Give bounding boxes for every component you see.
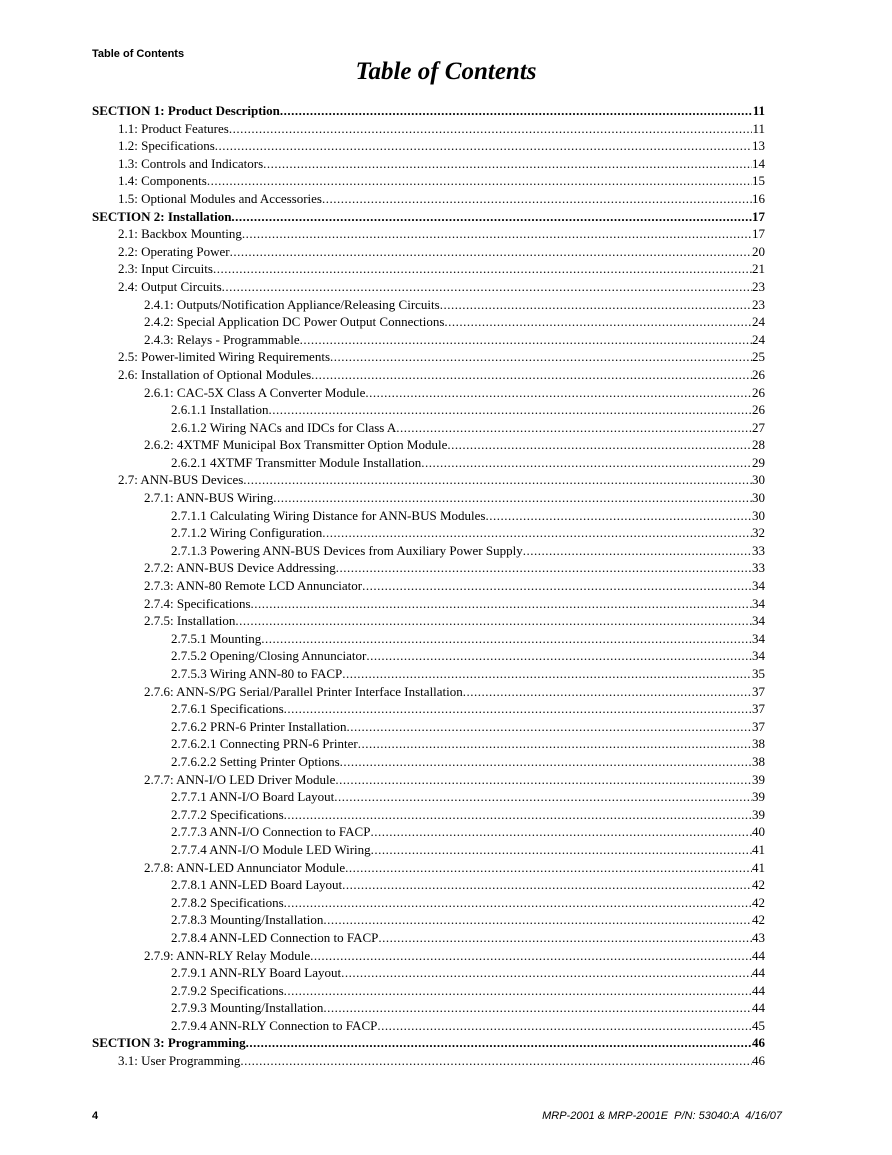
toc-entry-title: 2.5: Power-limited Wiring Requirements bbox=[118, 349, 330, 365]
toc-entry-page: 42 bbox=[752, 912, 765, 928]
toc-entry-title: 1.4: Components bbox=[118, 173, 207, 189]
dot-leader bbox=[370, 823, 752, 841]
toc-entry-page: 45 bbox=[752, 1017, 765, 1033]
toc-entry[interactable] bbox=[92, 348, 765, 366]
dot-leader bbox=[340, 753, 752, 771]
dot-leader bbox=[222, 278, 752, 296]
toc-entry-title: 2.6.2: 4XTMF Municipal Box Transmitter Option Module bbox=[144, 437, 448, 453]
toc-entry-page: 39 bbox=[752, 806, 765, 822]
toc-entry[interactable] bbox=[92, 876, 765, 894]
toc-entry-page: 16 bbox=[752, 190, 765, 206]
dot-leader bbox=[421, 454, 752, 472]
toc-entry-page: 35 bbox=[752, 666, 765, 681]
toc-entry[interactable] bbox=[92, 296, 765, 314]
toc-entry[interactable] bbox=[92, 172, 765, 190]
toc-entry-title: 2.7.6.2 PRN-6 Printer Installation bbox=[171, 718, 347, 734]
toc-entry-page: 44 bbox=[752, 947, 765, 963]
toc-entry[interactable] bbox=[92, 366, 765, 384]
toc-entry[interactable] bbox=[92, 454, 765, 472]
toc-entry-title: 2.7.5.2 Opening/Closing Annunciator bbox=[171, 648, 367, 664]
toc-entry[interactable] bbox=[92, 1052, 765, 1070]
toc-entry-page: 33 bbox=[752, 542, 765, 558]
toc-entry-title: 1.5: Optional Modules and Accessories bbox=[118, 190, 322, 206]
toc-entry[interactable] bbox=[92, 630, 765, 648]
toc-entry-page: 11 bbox=[752, 103, 765, 118]
toc-entry-title: 2.7.7.3 ANN-I/O Connection to FACP bbox=[171, 824, 371, 840]
running-header: Table of Contents bbox=[92, 48, 185, 60]
toc-entry-title: 2.7.7.1 ANN-I/O Board Layout bbox=[171, 789, 335, 805]
dot-leader bbox=[246, 1034, 752, 1052]
dot-leader bbox=[242, 225, 752, 243]
toc-entry[interactable] bbox=[92, 947, 765, 965]
toc-entry[interactable] bbox=[92, 700, 765, 718]
toc-entry-page: 21 bbox=[752, 261, 765, 277]
toc-entry[interactable] bbox=[92, 331, 765, 349]
toc-entry[interactable] bbox=[92, 788, 765, 806]
toc-entry-page: 44 bbox=[752, 965, 765, 981]
toc-entry[interactable] bbox=[92, 595, 765, 613]
footer-page-number: 4 bbox=[92, 1110, 99, 1122]
dot-leader bbox=[366, 647, 752, 665]
toc-entry[interactable] bbox=[92, 771, 765, 789]
dot-leader bbox=[310, 947, 752, 965]
dot-leader bbox=[336, 559, 752, 577]
toc-entry[interactable] bbox=[92, 841, 765, 859]
toc-entry-page: 29 bbox=[752, 454, 765, 470]
toc-entry-title: 2.7.1: ANN-BUS Wiring bbox=[144, 490, 274, 506]
dot-leader bbox=[440, 296, 752, 314]
toc-entry-page: 25 bbox=[752, 349, 765, 365]
toc-entry-page: 26 bbox=[752, 384, 765, 400]
toc-entry-page: 34 bbox=[752, 630, 765, 646]
dot-leader bbox=[273, 489, 752, 507]
toc-entry-page: 27 bbox=[752, 419, 765, 435]
toc-entry[interactable] bbox=[92, 911, 765, 929]
dot-leader bbox=[231, 208, 752, 226]
dot-leader bbox=[334, 788, 752, 806]
toc-entry-title: 1.2: Specifications bbox=[118, 138, 215, 154]
dot-leader bbox=[213, 260, 752, 278]
toc-entry[interactable] bbox=[92, 1017, 765, 1035]
dot-leader bbox=[269, 401, 753, 419]
toc-entry[interactable] bbox=[92, 190, 765, 208]
toc-entry-page: 24 bbox=[752, 314, 765, 330]
toc-entry-page: 14 bbox=[752, 155, 765, 171]
toc-entry-title: 2.4.2: Special Application DC Power Output Connections bbox=[144, 314, 445, 330]
dot-leader bbox=[485, 507, 752, 525]
toc-entry-title: 2.6.2.1 4XTMF Transmitter Module Installation bbox=[171, 454, 422, 470]
page-title: Table of Contents bbox=[355, 58, 537, 85]
toc-entry[interactable] bbox=[92, 718, 765, 736]
dot-leader bbox=[345, 859, 752, 877]
toc-entry-page: 39 bbox=[752, 789, 765, 805]
toc-entry-title: 2.7.6.2.2 Setting Printer Options bbox=[171, 753, 340, 769]
toc-entry-title: 2.7.5.1 Mounting bbox=[171, 630, 262, 646]
dot-leader bbox=[342, 665, 752, 683]
toc-entry-title: 2.7.6: ANN-S/PG Serial/Parallel Printer Interface Installation bbox=[144, 683, 463, 699]
dot-leader bbox=[215, 137, 752, 155]
dot-leader bbox=[230, 243, 752, 261]
toc-entry[interactable] bbox=[92, 419, 765, 437]
toc-entry[interactable] bbox=[92, 542, 765, 560]
toc-entry-title: 2.7.7.2 Specifications bbox=[171, 806, 284, 822]
table-of-contents bbox=[92, 102, 765, 1070]
toc-entry-page: 17 bbox=[752, 226, 765, 242]
toc-entry[interactable] bbox=[92, 102, 765, 120]
toc-entry[interactable] bbox=[92, 1034, 765, 1052]
toc-entry[interactable] bbox=[92, 260, 765, 278]
toc-entry[interactable] bbox=[92, 155, 765, 173]
toc-entry-title: 2.6.1.2 Wiring NACs and IDCs for Class A bbox=[171, 419, 397, 435]
toc-entry[interactable] bbox=[92, 999, 765, 1017]
toc-entry[interactable] bbox=[92, 612, 765, 630]
dot-leader bbox=[235, 612, 752, 630]
toc-entry-page: 23 bbox=[752, 296, 765, 312]
dot-leader bbox=[341, 964, 752, 982]
toc-entry-page: 38 bbox=[752, 736, 765, 752]
toc-entry-page: 26 bbox=[752, 366, 765, 382]
toc-entry-page: 46 bbox=[752, 1053, 765, 1069]
toc-entry-page: 41 bbox=[752, 859, 765, 875]
toc-entry-title: 2.7.9.4 ANN-RLY Connection to FACP bbox=[171, 1017, 378, 1033]
dot-leader bbox=[300, 331, 752, 349]
toc-entry-title: 2.4.1: Outputs/Notification Appliance/Releasing Circuits bbox=[144, 296, 440, 312]
dot-leader bbox=[362, 577, 752, 595]
toc-entry-title: 2.7.8: ANN-LED Annunciator Module bbox=[144, 859, 346, 875]
toc-entry[interactable] bbox=[92, 806, 765, 824]
toc-entry[interactable] bbox=[92, 859, 765, 877]
toc-entry[interactable] bbox=[92, 735, 765, 753]
toc-entry[interactable] bbox=[92, 137, 765, 155]
toc-entry-title: SECTION 1: Product Description bbox=[92, 103, 280, 118]
toc-entry[interactable] bbox=[92, 982, 765, 1000]
toc-entry-title: 2.7.1.2 Wiring Configuration bbox=[171, 525, 323, 541]
dot-leader bbox=[523, 542, 752, 560]
toc-entry-page: 38 bbox=[752, 753, 765, 769]
toc-entry-page: 37 bbox=[752, 701, 765, 717]
dot-leader bbox=[396, 419, 752, 437]
toc-entry-page: 46 bbox=[752, 1035, 765, 1051]
toc-entry-title: 2.6.1: CAC-5X Class A Converter Module bbox=[144, 384, 366, 400]
toc-entry[interactable] bbox=[92, 225, 765, 243]
toc-entry[interactable] bbox=[92, 524, 765, 542]
toc-entry-page: 28 bbox=[752, 437, 765, 453]
toc-entry-page: 40 bbox=[752, 824, 765, 840]
toc-entry-page: 24 bbox=[752, 331, 765, 347]
toc-entry[interactable] bbox=[92, 436, 765, 454]
toc-entry[interactable] bbox=[92, 120, 765, 138]
toc-entry-page: 37 bbox=[752, 718, 765, 734]
toc-entry-page: 44 bbox=[752, 982, 765, 998]
toc-entry[interactable] bbox=[92, 665, 765, 683]
toc-entry-page: 42 bbox=[752, 877, 765, 893]
toc-entry-page: 34 bbox=[752, 578, 765, 594]
dot-leader bbox=[284, 700, 752, 718]
toc-entry-title: 2.7.2: ANN-BUS Device Addressing bbox=[144, 560, 336, 576]
toc-entry[interactable] bbox=[92, 243, 765, 261]
toc-entry[interactable] bbox=[92, 823, 765, 841]
toc-entry-page: 42 bbox=[752, 894, 765, 910]
dot-leader bbox=[243, 471, 752, 489]
toc-entry[interactable] bbox=[92, 753, 765, 771]
toc-entry-page: 20 bbox=[752, 243, 765, 259]
toc-entry-title: SECTION 2: Installation bbox=[92, 208, 232, 224]
toc-entry-page: 39 bbox=[752, 771, 765, 787]
dot-leader bbox=[377, 1017, 752, 1035]
dot-leader bbox=[444, 313, 752, 331]
toc-entry-title: 1.1: Product Features bbox=[118, 120, 229, 136]
toc-entry-page: 13 bbox=[752, 138, 765, 154]
toc-entry-title: 2.3: Input Circuits bbox=[118, 261, 213, 277]
toc-entry[interactable] bbox=[92, 489, 765, 507]
dot-leader bbox=[342, 876, 752, 894]
toc-entry-page: 23 bbox=[752, 278, 765, 294]
toc-entry-title: 2.7.9.2 Specifications bbox=[171, 982, 284, 998]
toc-entry-page: 44 bbox=[752, 1000, 765, 1016]
dot-leader bbox=[280, 102, 753, 120]
toc-entry-title: 2.7.8.2 Specifications bbox=[171, 894, 284, 910]
dot-leader bbox=[347, 718, 753, 736]
toc-entry-title: 2.7.7.4 ANN-I/O Module LED Wiring bbox=[171, 841, 371, 857]
toc-entry-title: 2.7.9.3 Mounting/Installation bbox=[171, 1000, 324, 1016]
toc-entry-page: 34 bbox=[752, 613, 765, 629]
toc-entry-page: 43 bbox=[752, 929, 765, 945]
dot-leader bbox=[240, 1052, 752, 1070]
toc-entry[interactable] bbox=[92, 384, 765, 402]
toc-entry[interactable] bbox=[92, 313, 765, 331]
toc-entry-title: 2.7.7: ANN-I/O LED Driver Module bbox=[144, 771, 336, 787]
dot-leader bbox=[378, 929, 752, 947]
dot-leader bbox=[323, 911, 752, 929]
toc-entry-page: 33 bbox=[752, 560, 765, 576]
toc-entry-title: 1.3: Controls and Indicators bbox=[118, 155, 264, 171]
toc-entry-title: 2.7.9: ANN-RLY Relay Module bbox=[144, 947, 311, 963]
toc-entry-page: 11 bbox=[752, 120, 765, 136]
dot-leader bbox=[371, 841, 752, 859]
toc-entry[interactable] bbox=[92, 964, 765, 982]
toc-entry-title: 2.7.5: Installation bbox=[144, 613, 236, 629]
dot-leader bbox=[463, 683, 752, 701]
toc-entry-title: 2.7.6.2.1 Connecting PRN-6 Printer bbox=[171, 736, 358, 752]
toc-entry[interactable] bbox=[92, 929, 765, 947]
toc-entry-page: 34 bbox=[752, 648, 765, 664]
toc-entry-title: 2.2: Operating Power bbox=[118, 243, 230, 259]
dot-leader bbox=[284, 806, 752, 824]
toc-entry-title: 2.7.8.1 ANN-LED Board Layout bbox=[171, 877, 343, 893]
toc-entry-title: 2.7: ANN-BUS Devices bbox=[118, 472, 244, 488]
dot-leader bbox=[322, 190, 752, 208]
toc-entry-page: 30 bbox=[752, 490, 765, 506]
toc-entry-page: 30 bbox=[752, 507, 765, 523]
toc-entry-page: 17 bbox=[752, 208, 765, 224]
dot-leader bbox=[365, 384, 752, 402]
dot-leader bbox=[323, 999, 752, 1017]
toc-entry[interactable] bbox=[92, 507, 765, 525]
dot-leader bbox=[358, 735, 752, 753]
dot-leader bbox=[447, 436, 752, 454]
toc-entry-page: 15 bbox=[752, 173, 765, 189]
toc-entry[interactable] bbox=[92, 647, 765, 665]
toc-entry[interactable] bbox=[92, 894, 765, 912]
toc-entry-title: 2.7.5.3 Wiring ANN-80 to FACP bbox=[171, 666, 343, 681]
dot-leader bbox=[284, 982, 752, 1000]
toc-entry[interactable] bbox=[92, 577, 765, 595]
toc-entry-title: SECTION 3: Programming bbox=[92, 1035, 246, 1051]
toc-entry-page: 41 bbox=[752, 841, 765, 857]
toc-entry-title: 2.7.4: Specifications bbox=[144, 595, 251, 611]
footer-document-id: MRP-2001 & MRP-2001E P/N: 53040:A 4/16/07 bbox=[542, 1110, 782, 1122]
toc-entry-page: 26 bbox=[752, 402, 765, 418]
dot-leader bbox=[335, 771, 752, 789]
toc-entry[interactable] bbox=[92, 401, 765, 419]
dot-leader bbox=[261, 630, 752, 648]
toc-entry-title: 2.6.1.1 Installation bbox=[171, 402, 269, 418]
dot-leader bbox=[284, 894, 752, 912]
toc-entry-title: 2.7.9.1 ANN-RLY Board Layout bbox=[171, 965, 342, 981]
toc-entry-page: 34 bbox=[752, 595, 765, 611]
toc-entry-title: 2.1: Backbox Mounting bbox=[118, 226, 242, 242]
dot-leader bbox=[311, 366, 752, 384]
dot-leader bbox=[251, 595, 752, 613]
toc-entry[interactable] bbox=[92, 471, 765, 489]
toc-entry-title: 2.7.8.3 Mounting/Installation bbox=[171, 912, 324, 928]
dot-leader bbox=[322, 524, 752, 542]
toc-entry-title: 2.7.1.3 Powering ANN-BUS Devices from Auxiliary Power Supply bbox=[171, 542, 523, 558]
dot-leader bbox=[207, 172, 752, 190]
toc-entry-page: 37 bbox=[752, 683, 765, 699]
toc-entry-title: 2.6: Installation of Optional Modules bbox=[118, 366, 312, 382]
toc-entry-title: 3.1: User Programming bbox=[118, 1053, 241, 1069]
toc-entry-title: 2.7.3: ANN-80 Remote LCD Annunciator bbox=[144, 578, 363, 594]
toc-entry[interactable] bbox=[92, 208, 765, 226]
dot-leader bbox=[229, 120, 753, 138]
dot-leader bbox=[330, 348, 752, 366]
toc-entry-title: 2.7.8.4 ANN-LED Connection to FACP bbox=[171, 929, 379, 945]
toc-entry[interactable] bbox=[92, 683, 765, 701]
toc-entry-title: 2.7.6.1 Specifications bbox=[171, 701, 284, 717]
toc-entry-title: 2.7.1.1 Calculating Wiring Distance for ANN-BUS Modules bbox=[171, 507, 486, 523]
toc-entry[interactable] bbox=[92, 278, 765, 296]
toc-entry-page: 30 bbox=[752, 472, 765, 488]
toc-entry-title: 2.4.3: Relays - Programmable bbox=[144, 331, 300, 347]
toc-entry[interactable] bbox=[92, 559, 765, 577]
toc-entry-title: 2.4: Output Circuits bbox=[118, 278, 222, 294]
toc-entry-page: 32 bbox=[752, 525, 765, 541]
dot-leader bbox=[263, 155, 752, 173]
